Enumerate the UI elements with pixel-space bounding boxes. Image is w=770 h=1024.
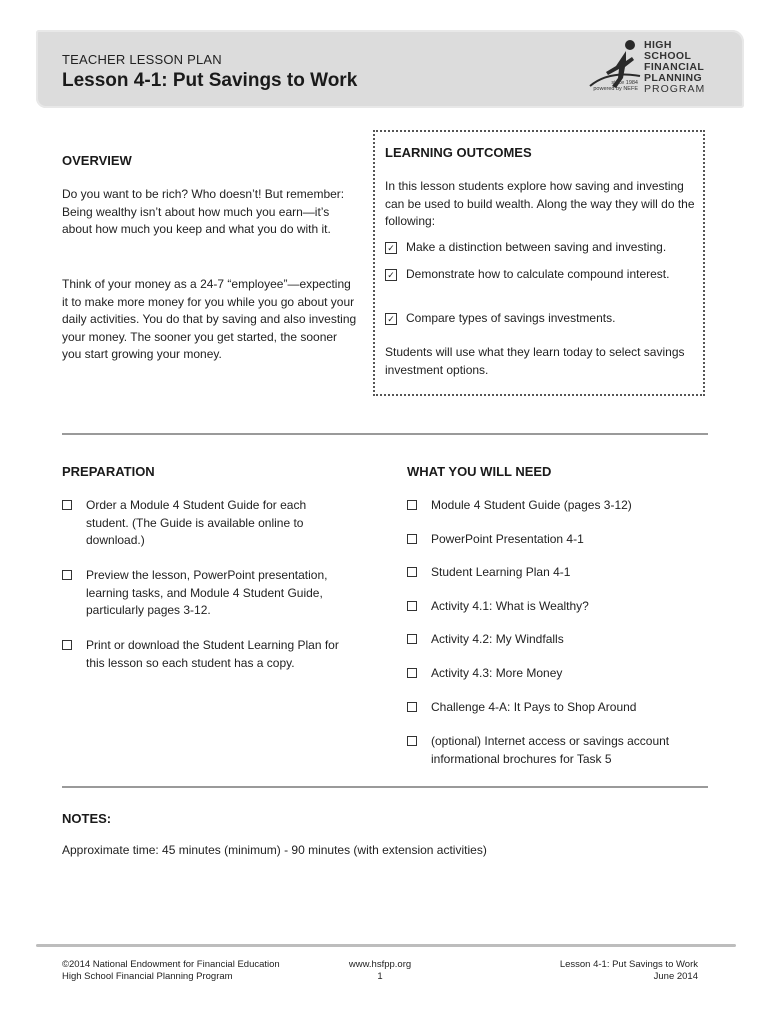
footer-right: [498, 959, 698, 983]
logo-line: FINANCIAL: [644, 61, 705, 73]
footer-rule: [36, 944, 736, 947]
preparation-label: Print or download the Student Learning Plan for this lesson so each student has a copy.: [86, 638, 339, 670]
what-you-will-need-heading: WHAT YOU WILL NEED: [407, 464, 552, 479]
notes-heading: NOTES:: [62, 811, 112, 826]
copyright-text: ©2014 National Endowment for Financial Education: [62, 959, 280, 970]
overview-heading: OVERVIEW: [62, 153, 132, 168]
program-name: High School Financial Planning Program: [62, 971, 233, 982]
preparation-heading: PREPARATION: [62, 464, 155, 479]
page-title: Lesson 4-1: Put Savings to Work: [62, 70, 358, 91]
checkbox-icon: [407, 634, 417, 644]
need-label: PowerPoint Presentation 4-1: [431, 532, 584, 546]
learning-outcomes-heading: LEARNING OUTCOMES: [385, 145, 532, 160]
learning-outcomes-closing: Students will use what they learn today to select savings investment options.: [385, 345, 685, 377]
logo-line: HIGH: [644, 39, 672, 51]
checked-box-icon: ✓: [385, 269, 397, 281]
overview-paragraph-1: Do you want to be rich? Who doesn’t! But remember: Being wealthy isn’t about how much you earn—it’s about how much you keep and what you do with it.: [62, 187, 345, 236]
logo-tagline: [590, 80, 638, 92]
need-label: Activity 4.1: What is Wealthy?: [431, 599, 589, 613]
preparation-item: [62, 567, 357, 620]
checkbox-icon: [407, 668, 417, 678]
logo-line: PLANNING: [644, 72, 703, 84]
checkbox-icon: [407, 534, 417, 544]
need-item: [407, 531, 707, 549]
logo-since: since 1984: [611, 80, 638, 86]
document-kicker: TEACHER LESSON PLAN: [62, 52, 222, 67]
outcome-item: [385, 239, 700, 257]
outcome-label: Demonstrate how to calculate compound interest.: [406, 267, 670, 281]
need-label: Activity 4.2: My Windfalls: [431, 632, 564, 646]
outcome-item: [385, 310, 685, 328]
outcome-item: [385, 266, 685, 284]
preparation-label: Order a Module 4 Student Guide for each student. (The Guide is available online to download.): [86, 498, 307, 547]
section-divider: [62, 433, 708, 435]
preparation-item: [62, 637, 357, 672]
footer-center: [330, 959, 430, 983]
learning-outcomes-intro: In this lesson students explore how saving and investing can be used to build wealth. Along the way they will do the following:: [385, 179, 695, 228]
section-divider: [62, 786, 708, 788]
checkbox-icon: [62, 570, 72, 580]
checkbox-icon: [62, 640, 72, 650]
hsfpp-logo: [588, 36, 738, 100]
checkbox-icon: [407, 601, 417, 611]
checkbox-icon: [407, 500, 417, 510]
checked-box-icon: ✓: [385, 242, 397, 254]
footer-left: [62, 959, 280, 983]
outcome-label: Make a distinction between saving and investing.: [406, 240, 667, 254]
need-item: [407, 631, 707, 649]
need-label: Activity 4.3: More Money: [431, 666, 563, 680]
checkbox-icon: [407, 736, 417, 746]
need-label: Student Learning Plan 4-1: [431, 565, 571, 579]
checked-box-icon: ✓: [385, 313, 397, 325]
logo-powered: powered by NEFE: [593, 86, 638, 92]
page-number: 1: [377, 971, 383, 982]
logo-line: SCHOOL: [644, 50, 692, 62]
need-item: [407, 598, 707, 616]
overview-paragraph-2: Think of your money as a 24-7 “employee”—expecting it to make more money for you while you go about your daily activities. You do that by saving and also investing your money. The sooner you get started, the sooner you start growing your money.: [62, 277, 357, 361]
need-label: Challenge 4-A: It Pays to Shop Around: [431, 700, 637, 714]
checkbox-icon: [407, 702, 417, 712]
footer-date: June 2014: [653, 971, 698, 982]
need-label: (optional) Internet access or savings account informational brochures for Task 5: [431, 734, 670, 766]
preparation-label: Preview the lesson, PowerPoint presentation, learning tasks, and Module 4 Student Guide, particularly pages 3-12.: [86, 568, 328, 617]
need-item: [407, 665, 707, 683]
notes-text: Approximate time: 45 minutes (minimum) - 90 minutes (with extension activities): [62, 843, 487, 857]
logo-wordmark: [644, 40, 705, 95]
website-link[interactable]: www.hsfpp.org: [348, 959, 412, 970]
checkbox-icon: [62, 500, 72, 510]
need-item: [407, 699, 707, 717]
need-item: [407, 564, 707, 582]
need-label: Module 4 Student Guide (pages 3-12): [431, 498, 632, 512]
need-item: [407, 733, 707, 768]
preparation-item: [62, 497, 352, 550]
footer-lesson-title: Lesson 4-1: Put Savings to Work: [559, 959, 698, 970]
checkbox-icon: [407, 567, 417, 577]
logo-line: PROGRAM: [644, 83, 706, 95]
need-item: [407, 497, 707, 515]
outcome-label: Compare types of savings investments.: [406, 311, 616, 325]
